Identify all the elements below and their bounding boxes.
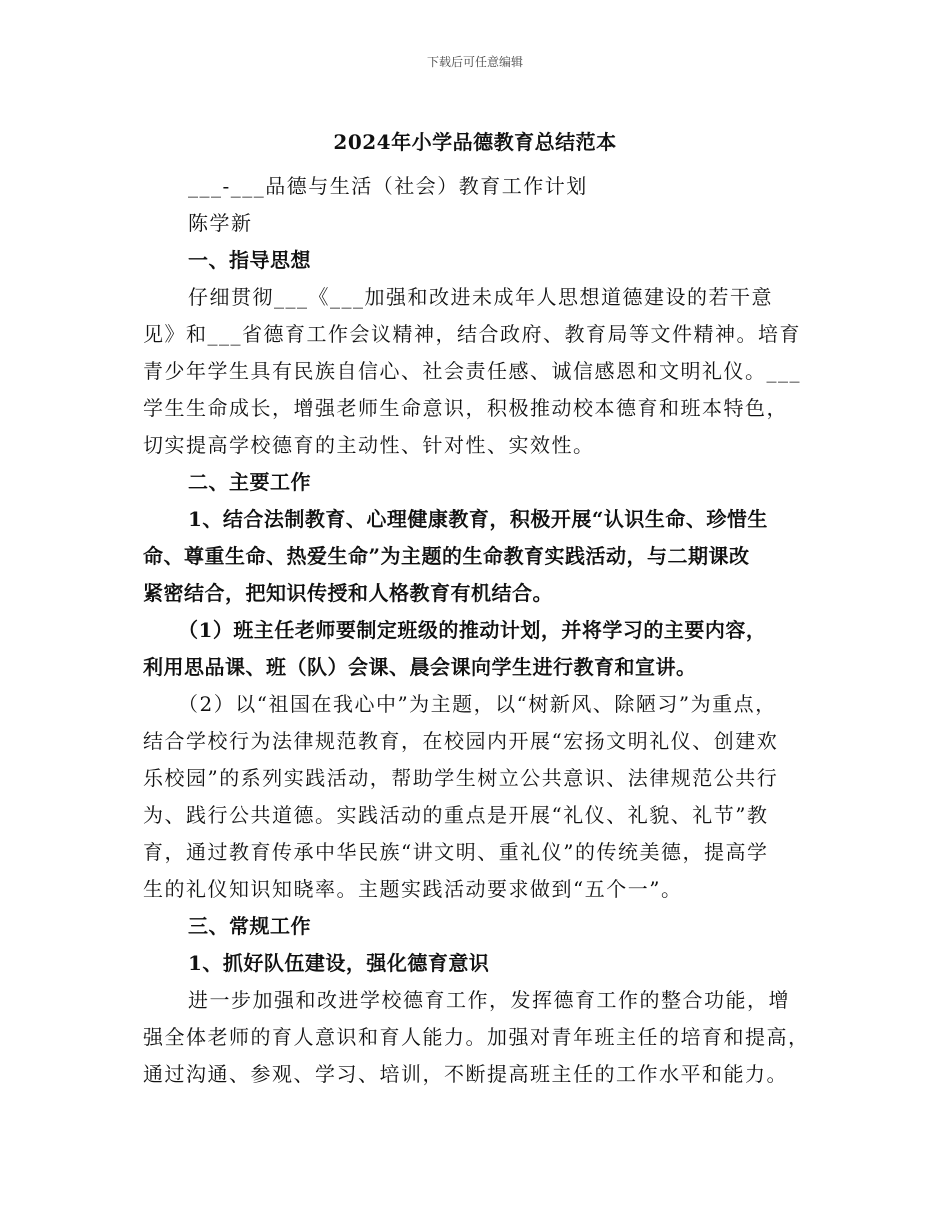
document-body [143,168,825,1093]
paragraph-line: 通过沟通、参观、学习、培训，不断提高班主任的工作水平和能力。 [143,1062,788,1086]
section-heading-main-work: 二、主要工作 [188,470,311,494]
plan-subtitle-line: ___-___品德与生活（社会）教育工作计划 [188,174,588,198]
paragraph-line: 结合学校行为法律规范教育，在校园内开展“宏扬文明礼仪、创建欢 [143,729,779,753]
section-heading-guiding-ideology: 一、指导思想 [188,248,311,272]
author-line: 陈学新 [188,211,253,235]
paragraph-line: 利用思品课、班（队）会课、晨会课向学生进行教育和宣讲。 [143,655,697,679]
paragraph-line: 仔细贯彻___《___加强和改进未成年人思想道德建设的若干意 [188,285,773,309]
document-title: 2024年小学品德教育总结范本 [333,130,617,154]
paragraph-line: 生的礼仪知识知晓率。主题实践活动要求做到“五个一”。 [143,877,683,901]
paragraph-line: 紧密结合，把知识传授和人格教育有机结合。 [143,581,553,605]
paragraph-line: 乐校园”的系列实践活动，帮助学生树立公共意识、法律规范公共行 [143,766,779,790]
paragraph-line: 命、尊重生命、热爱生命”为主题的生命教育实践活动，与二期课改 [143,544,750,568]
paragraph-line: 为、践行公共道德。实践活动的重点是开展“礼仪、礼貌、礼节”教 [143,803,769,827]
section-heading-routine-work: 三、常规工作 [188,914,311,938]
paragraph-line: （1）班主任老师要制定班级的推动计划，并将学习的主要内容， [178,618,767,642]
subsection-heading: 1、抓好队伍建设，强化德育意识 [188,951,490,975]
paragraph-line: 切实提高学校德育的主动性、针对性、实效性。 [143,433,595,457]
header-note: 下载后可任意编辑 [426,55,523,69]
paragraph-line: 育，通过教育传承中华民族“讲文明、重礼仪”的传统美德，提高学 [143,840,769,864]
paragraph-line: 1、结合法制教育、心理健康教育，积极开展“认识生命、珍惜生 [188,507,768,531]
paragraph-line: 学生生命成长，增强老师生命意识，积极推动校本德育和班本特色， [143,396,788,420]
paragraph-line: 见》和___省德育工作会议精神，结合政府、教育局等文件精神。培育 [143,322,801,346]
paragraph-line: （2）以“祖国在我心中”为主题，以“树新风、除陋习”为重点， [178,692,777,716]
paragraph-line: 进一步加强和改进学校德育工作，发挥德育工作的整合功能，增 [188,988,790,1012]
paragraph-line: 青少年学生具有民族自信心、社会责任感、诚信感恩和文明礼仪。___ [143,359,801,383]
paragraph-line: 强全体老师的育人意识和育人能力。加强对青年班主任的培育和提高， [143,1025,810,1049]
